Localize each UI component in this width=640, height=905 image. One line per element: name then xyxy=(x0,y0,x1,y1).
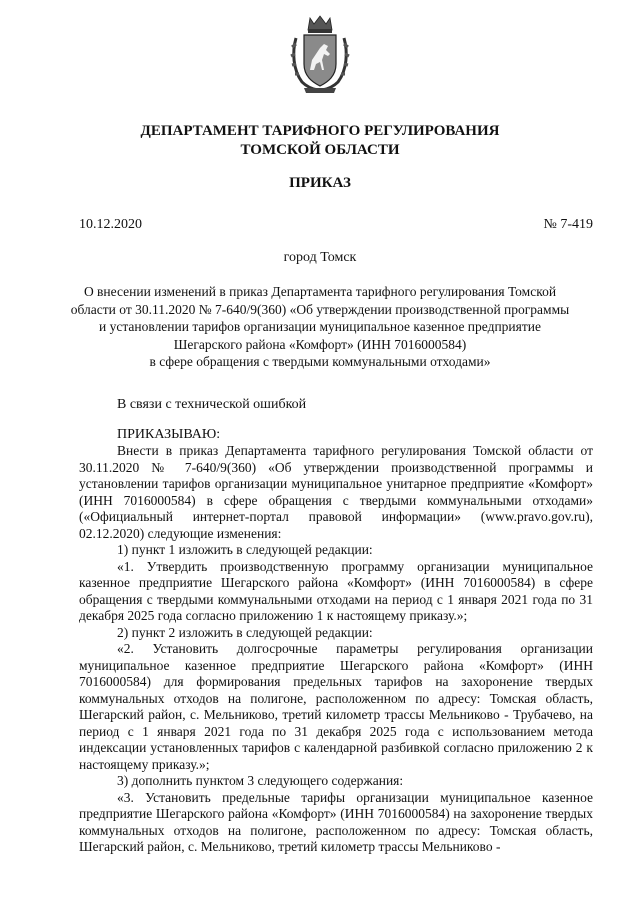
subject-line: в сфере обращения с твердыми коммунальными отходами» xyxy=(149,354,491,369)
body-paragraph: 2) пункт 2 изложить в следующей редакции: xyxy=(117,624,373,640)
subject-line: Шегарского района «Комфорт» (ИНН 7016000584) xyxy=(173,336,467,352)
department-line-2: ТОМСКОЙ ОБЛАСТИ xyxy=(240,142,400,158)
body-paragraph: Внести в приказ Департамента тарифного регулирования Томской области от 30.11.2020 № 7-640/9(360) «Об утверждении производственной программы и установлении тарифов организации муниципальное унитарное предприятие «Комфорт» (ИНН 7016000584) в сфере обращения с твердыми коммунальными отходами» («Официальный интернет-портал правовой информации» (www.pravo.gov.ru), 02.12.2020) следующие изменения: xyxy=(79,443,593,541)
order-subject xyxy=(70,283,570,371)
body-paragraph: «2. Установить долгосрочные параметры регулирования организации муниципальное казенное предприятие Шегарского района «Комфорт» (ИНН 7016000584) для формирования предельных тарифов на захоронение твердых коммунальных отходов на полигоне, расположенном по адресу: Томская область, Шегарский район, с. Мельниково, третий километр трассы Мельниково - Трубачево, на период с 1 января 2021 года по 31 декабря 2025 года с использованием метода индексации установленных тарифов с календарной разбивкой согласно приложению 2 к настоящему приказу.»; xyxy=(79,641,593,772)
body-paragraph: 3) дополнить пунктом 3 следующего содержания: xyxy=(117,773,404,788)
order-date: 10.12.2020 xyxy=(79,217,142,232)
department-line-1: ДЕПАРТАМЕНТ ТАРИФНОГО РЕГУЛИРОВАНИЯ xyxy=(140,123,500,139)
body-paragraph: «3. Установить предельные тарифы организации муниципальное казенное предприятие Шегарского района «Комфорт» (ИНН 7016000584) на захоронение твердых коммунальных отходов на полигоне, расположенном по адресу: Томская область, Шегарский район, с. Мельниково, третий километр трассы Мельниково - xyxy=(79,789,593,854)
subject-line: области от 30.11.2020 № 7-640/9(360) «Об утверждении производственной программы xyxy=(70,301,570,317)
department-name xyxy=(0,122,640,160)
intro-text: В связи с технической ошибкой xyxy=(117,397,307,412)
subject-line: О внесении изменений в приказ Департамента тарифного регулирования Томской xyxy=(83,284,557,299)
order-title: ПРИКАЗ xyxy=(289,175,351,191)
tomsk-coat-of-arms-icon xyxy=(290,14,350,94)
order-body xyxy=(79,443,593,856)
order-command: ПРИКАЗЫВАЮ: xyxy=(117,427,221,442)
city-name: город Томск xyxy=(283,250,357,265)
body-paragraph: 1) пункт 1 изложить в следующей редакции: xyxy=(117,542,373,557)
body-paragraph: «1. Утвердить производственную программу организации муниципальное казенное предприятие Шегарского района «Комфорт» (ИНН 7016000584) в сфере обращения с твердыми коммунальными отходами на период с 1 января 2021 года по 31 декабря 2025 года согласно приложению 1 к настоящему приказу.»; xyxy=(79,558,593,623)
order-number: № 7-419 xyxy=(543,217,593,232)
subject-line: и установлении тарифов организации муниципальное казенное предприятие xyxy=(99,319,541,334)
